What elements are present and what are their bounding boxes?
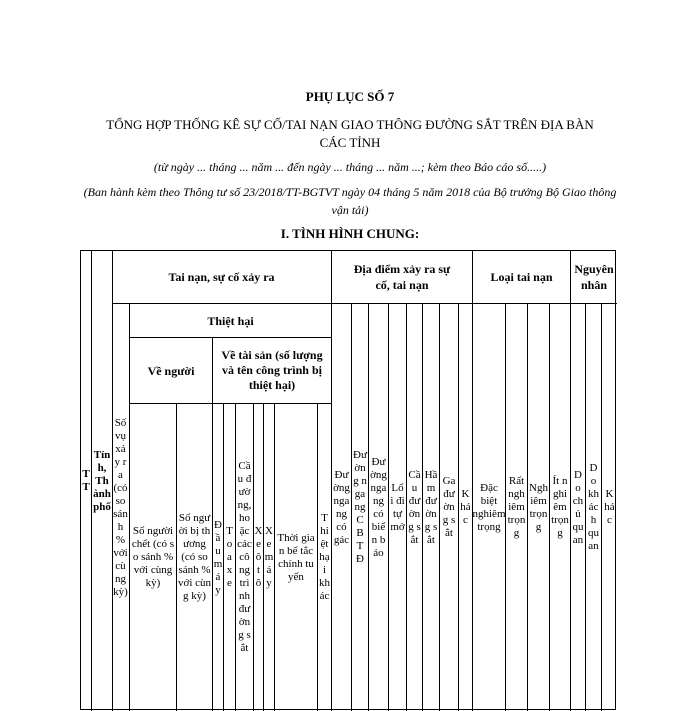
document-title: TỔNG HỢP THỐNG KÊ SỰ CỐ/TAI NẠN GIAO THÔNG ĐƯỜNG SẮT TRÊN ĐỊA BÀN CÁC TỈNH <box>106 117 594 150</box>
group-cause: Nguyên nhân <box>574 262 614 292</box>
statistics-table <box>80 250 616 710</box>
col-less-serious: Ít nghiêm trọng <box>551 475 569 539</box>
col-motorbike: Xe máy <box>264 525 274 589</box>
col-other-place: Khác <box>460 488 471 526</box>
col-cause-objective: Do khách quan <box>588 462 599 552</box>
reporting-period: (từ ngày ... tháng ... năm ... đến ngày ... tháng ... năm ...; kèm theo Báo cáo số.....) <box>153 160 547 174</box>
group-property: Về tài sản (số lượng và tên công trình bị thiệt hại) <box>221 348 323 392</box>
col-infrastructure: Cầu đường, hoặc các công trình đường sắt <box>237 460 252 654</box>
col-stt: TT <box>82 468 90 493</box>
appendix-number: PHỤ LỤC SỐ 7 <box>305 89 395 104</box>
col-locomotive: Đầu máy <box>213 518 223 596</box>
col-in-tunnel: Hầm đường sắt <box>424 468 438 546</box>
issuance-note: (Ban hành kèm theo Thông tư số 23/2018/TT-BGTVT ngày 04 tháng 5 năm 2018 của Bộ trưởng Bộ Giao thông vận tải) <box>83 185 617 217</box>
col-crossing-guarded: Đường ngang có gác <box>333 468 350 546</box>
group-accident-type: Loại tai nạn <box>490 270 553 284</box>
group-incident: Tai nạn, sự cố xảy ra <box>168 270 275 284</box>
col-province: Tỉnh, Thành phố <box>93 448 111 513</box>
col-deaths: Số người chết (có so sánh % với cùng kỳ) <box>131 525 175 589</box>
col-station: Ga đường sắt <box>442 475 456 539</box>
col-cause-other: Khác <box>604 488 615 526</box>
col-delay: Thời gian bế tắc chính tuyến <box>277 531 315 583</box>
col-illegal-path: Lối đi tự mở <box>390 481 405 533</box>
col-on-bridge: Cầu đường sắt <box>408 468 421 546</box>
col-cases: Số vụ xảy ra (có so sánh % với cùng kỳ) <box>113 416 128 598</box>
col-damage-value: Thiệt hại khác <box>319 512 330 602</box>
col-serious: Nghiêm trọng <box>529 481 548 533</box>
col-crossing-sign: Đường ngang có biển báo <box>370 455 387 559</box>
col-injured: Số người bị thương (có so sánh % với cùng kỳ) <box>178 512 212 602</box>
col-car: Xe ô tô <box>254 525 263 589</box>
col-crossing-cbtd: Đường ngang CBTĐ <box>353 449 367 565</box>
col-very-serious: Rất nghiêm trọng <box>507 475 526 539</box>
group-damage: Thiệt hại <box>207 313 254 328</box>
group-people: Về người <box>147 363 195 378</box>
col-wagon: Toa xe <box>226 525 233 589</box>
col-special: Đặc biệt nghiêm trọng <box>473 481 505 533</box>
section-heading: I. TÌNH HÌNH CHUNG: <box>280 226 420 241</box>
col-cause-subjective: Do chủ quan <box>572 468 584 546</box>
group-location: Địa điểm xảy ra sự cố, tai nạn <box>353 262 451 292</box>
